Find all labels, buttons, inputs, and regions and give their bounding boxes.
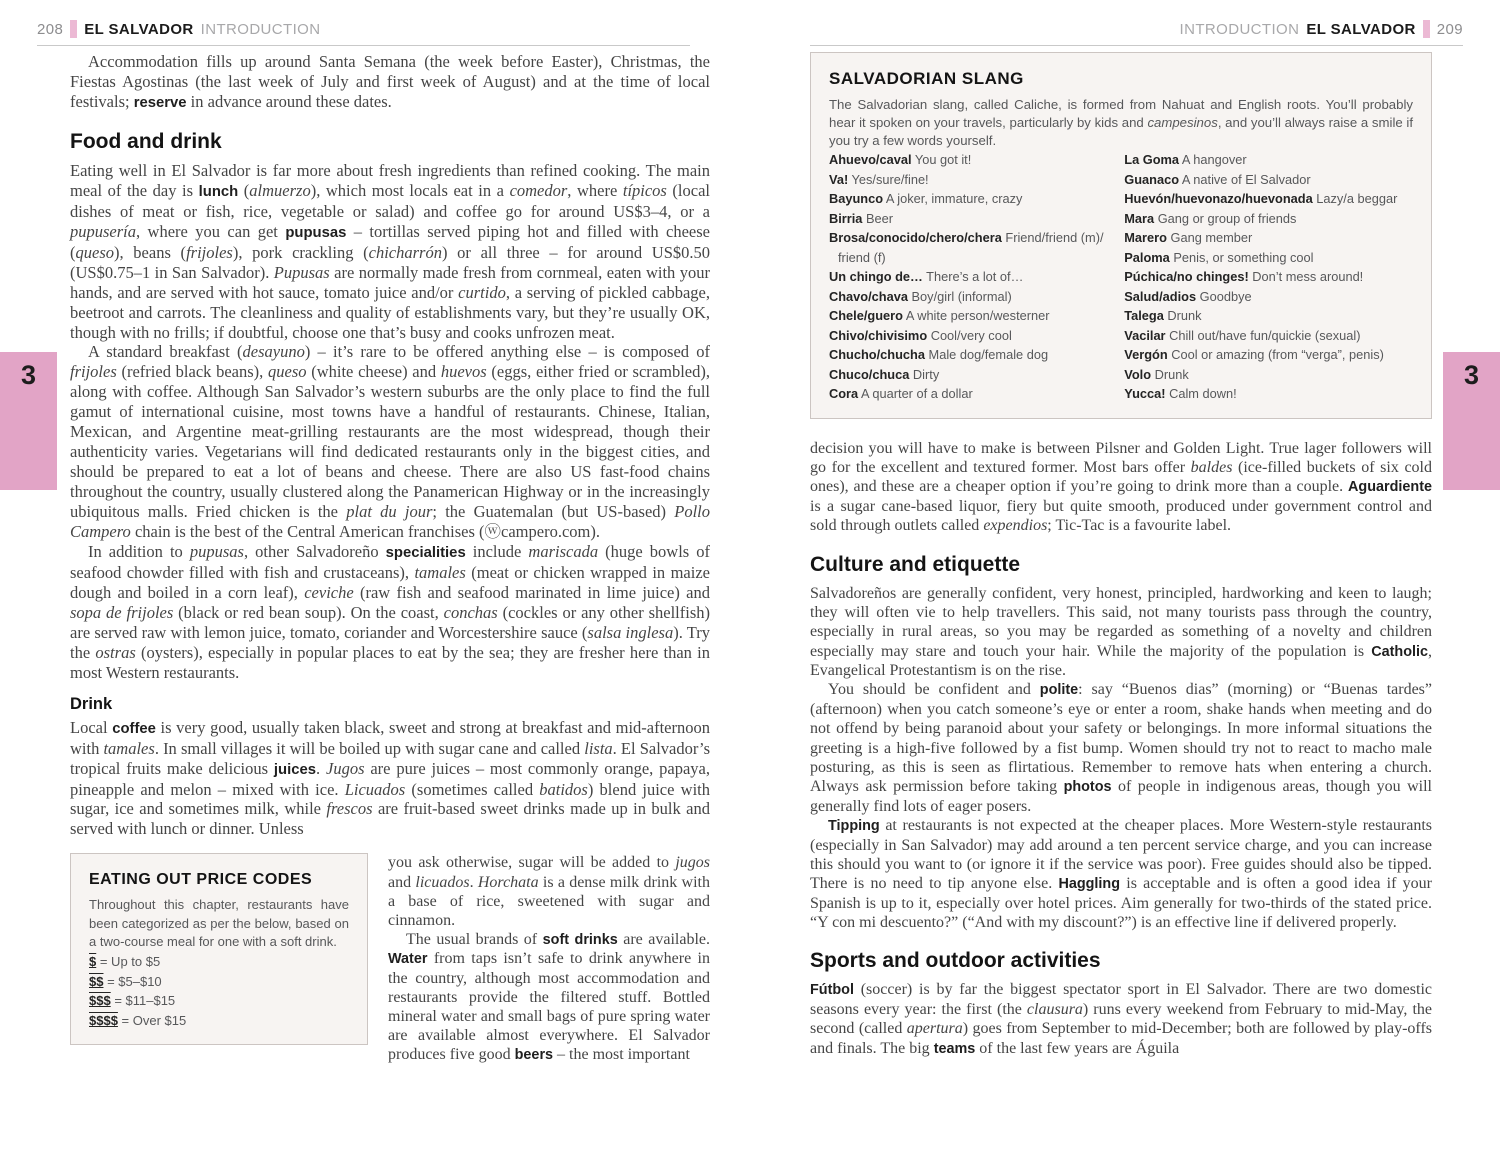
- slang-definition: Boy/girl (informal): [911, 288, 1012, 304]
- slang-entry: [829, 150, 1108, 170]
- right-header-rule: [810, 45, 1463, 46]
- price-code-range: = Up to $5: [96, 954, 161, 970]
- price-code-symbol: $$$: [89, 993, 111, 1009]
- slang-definition: You got it!: [914, 152, 972, 168]
- price-code-symbol: $$: [89, 973, 104, 989]
- left-page-column: [70, 52, 710, 1065]
- drink-wrap-column: [388, 853, 710, 1064]
- drink-paragraph-3: The usual brands of soft drinks are available. Water from taps isn’t safe to drink anywhere in the country, although most accommodation and restaurants provide the filtered stuff. Bottled mineral water and small bags of pure spring water are available almost everywhere. El Salvador produces five good beers – the most important: [388, 931, 711, 1064]
- slang-definition: A native of El Salvador: [1181, 171, 1311, 187]
- slang-definition: Don’t mess around!: [1252, 269, 1364, 285]
- slang-definition: A hangover: [1181, 152, 1247, 168]
- slang-entry: [829, 267, 1108, 287]
- slang-box: [810, 52, 1432, 419]
- slang-term: Yucca!: [1124, 386, 1166, 402]
- price-codes-intro: Throughout this chapter, restaurants have been categorized as per the below, based on a two-course meal for one with a soft drink.: [89, 896, 349, 950]
- drink-subheading: Drink: [70, 694, 113, 713]
- slang-term: Un chingo de…: [829, 269, 923, 285]
- sports-heading: Sports and outdoor activities: [810, 949, 1101, 973]
- left-header-rule: [37, 45, 690, 46]
- slang-term: Brosa/conocido/chero/chera: [829, 230, 1002, 246]
- slang-definition: Beer: [866, 210, 894, 226]
- price-code-symbol: $: [89, 954, 97, 970]
- slang-definition: Cool or amazing (from “verga”, penis): [1171, 347, 1384, 363]
- slang-term: Púchica/no chinges!: [1124, 269, 1249, 285]
- slang-definition: A quarter of a dollar: [861, 386, 973, 402]
- pink-marker-right: [1423, 20, 1430, 38]
- chapter-tab-left: [0, 352, 57, 490]
- accommodation-paragraph: Accommodation fills up around Santa Semana (the week before Easter), Christmas, the Fiestas Agostinas (the last week of July and first week of August) and at the time of local festivals; reserve in advance around these dates.: [70, 52, 710, 111]
- slang-columns: [829, 150, 1413, 404]
- slang-definition: There’s a lot of…: [926, 269, 1024, 285]
- slang-entry: [829, 170, 1108, 190]
- price-code-line: [89, 952, 349, 972]
- bottom-wrap-row: [70, 853, 710, 1064]
- sports-paragraph-1: Fútbol (soccer) is by far the biggest spectator sport in El Salvador. There are two domestic seasons every year: the first (the clausura) runs every weekend from February to mid-May, the second (called apertura) goes from September to mid-December; both are followed by play-offs and finals. The big teams of the last few years are Águila: [810, 981, 1433, 1057]
- slang-entry: [829, 306, 1108, 326]
- slang-term: Volo: [1124, 366, 1152, 382]
- slang-box-title: SALVADORIAN SLANG: [829, 69, 1024, 88]
- price-codes-list: [89, 952, 349, 1030]
- slang-definition: Gang or group of friends: [1157, 210, 1297, 226]
- slang-definition: Penis, or something cool: [1173, 249, 1314, 265]
- left-page-header: [37, 20, 320, 38]
- slang-definition: Drunk: [1154, 366, 1189, 382]
- chapter-number-left: 3: [20, 360, 37, 390]
- slang-term: Guanaco: [1124, 171, 1180, 187]
- slang-entry: [829, 189, 1108, 209]
- chapter-number-right: 3: [1463, 360, 1480, 390]
- right-header-section: INTRODUCTION: [1179, 20, 1300, 38]
- slang-entry: [829, 287, 1108, 307]
- price-code-symbol: $$$$: [89, 1012, 118, 1028]
- price-code-range: = $5–$10: [103, 973, 162, 989]
- slang-entry: [1124, 306, 1413, 326]
- slang-term: Marero: [1124, 230, 1167, 246]
- slang-term: La Goma: [1124, 152, 1180, 168]
- slang-entry: [1124, 209, 1413, 229]
- slang-column-right: [1124, 150, 1413, 404]
- chapter-tab-right: [1443, 352, 1500, 490]
- slang-entry: [829, 345, 1108, 365]
- slang-term: Mara: [1124, 210, 1155, 226]
- slang-term: Chucho/chucha: [829, 347, 925, 363]
- slang-entry: [829, 228, 1108, 267]
- slang-entry: [829, 209, 1108, 229]
- price-code-line: [89, 1011, 349, 1031]
- slang-definition: Drunk: [1167, 308, 1202, 324]
- food-and-drink-heading: Food and drink: [70, 129, 222, 153]
- price-code-line: [89, 991, 349, 1011]
- left-header-country: EL SALVADOR: [84, 20, 194, 38]
- slang-entry: [829, 365, 1108, 385]
- pink-marker-left: [70, 20, 77, 38]
- slang-entry: [1124, 170, 1413, 190]
- price-codes-title: EATING OUT PRICE CODES: [89, 871, 313, 889]
- slang-entry: [1124, 326, 1413, 346]
- slang-entry: [1124, 150, 1413, 170]
- left-page-number: 208: [37, 20, 64, 38]
- slang-term: Paloma: [1124, 249, 1170, 265]
- price-code-range: = Over $15: [117, 1012, 187, 1028]
- slang-entry: [829, 384, 1108, 404]
- slang-entry: [1124, 345, 1413, 365]
- slang-term: Salud/adios: [1124, 288, 1197, 304]
- price-code-line: [89, 972, 349, 992]
- slang-definition: A white person/westerner: [905, 308, 1050, 324]
- slang-definition: Chill out/have fun/quickie (sexual): [1169, 327, 1361, 343]
- slang-entry: [1124, 228, 1413, 248]
- slang-term: Va!: [829, 171, 849, 187]
- food-paragraph-2: A standard breakfast (desayuno) – it’s rare to be offered anything else – is composed of frijoles (refried black beans), queso (white cheese) and huevos (eggs, either fried or scrambled), along with coffee. Although San Salvador’s western suburbs are the only place to find the full gamut of international cuisine, most towns have a handful of restaurants. Chinese, Italian, Mexican, and Argentine meat-grilling restaurants are the most widespread, though their authenticity varies. Vegetarians will find dedicated restaurants only in the biggest cities, and should be prepared to eat a lot of beans and cheese. There are also US fast-food chains throughout the country, usually clustered along the Panamerican Highway or in the increasingly ubiquitous malls. Fried chicken is the plat du jour; the Guatemalan (but US-based) Pollo Campero chain is the best of the Central American franchises (ⓦcampero.com).: [70, 342, 710, 542]
- slang-definition: Gang member: [1170, 230, 1253, 246]
- slang-column-left: [829, 150, 1108, 404]
- slang-entry: [1124, 248, 1413, 268]
- slang-term: Huevón/huevonazo/huevonada: [1124, 191, 1313, 207]
- beer-paragraph: decision you will have to make is between Pilsner and Golden Light. True lager followers will go for the excellent and textured former. Most bars offer baldes (ice-filled buckets of six cold ones), and these are a cheaper option if you’re going to drink more than a couple. Aguardiente is a sugar cane-based liquor, fiery but quite smooth, produced under government control and sold through outlets called expendios; Tic-Tac is a favourite label.: [810, 439, 1432, 535]
- slang-definition: Lazy/a beggar: [1316, 191, 1398, 207]
- food-paragraph-1: Eating well in El Salvador is far more about fresh ingredients than refined cooking. The main meal of the day is lunch (almuerzo), which most locals eat in a comedor, where típicos (local dishes of meat or fish, rice, vegetable or salad) and coffee go for around US$3–4, or a pupusería, where you can get pupusas – tortillas served piping hot and filled with cheese (queso), beans (frijoles), pork crackling (chicharrón) or all three – for around US$0.50 (US$0.75–1 in San Salvador). Pupusas are normally made fresh from cornmeal, eaten with your hands, and are served with hot sauce, tomato juice and/or curtido, a serving of pickled cabbage, beetroot and carrots. The cleanliness and quality of establishments vary, but they’re usually OK, though with no frills; if doubtful, choose one that’s busy and cooks unfrozen meat.: [70, 160, 711, 342]
- slang-definition: Male dog/female dog: [928, 347, 1049, 363]
- slang-term: Vacilar: [1124, 327, 1166, 343]
- left-header-section: INTRODUCTION: [200, 20, 321, 38]
- slang-term: Birria: [829, 210, 863, 226]
- slang-entry: [1124, 287, 1413, 307]
- slang-entry: [1124, 189, 1413, 209]
- food-paragraph-3: In addition to pupusas, other Salvadoreño specialities include mariscada (huge bowls of seafood chowder filled with fish and crustaceans), tamales (meat or chicken wrapped in maize dough and boiled in a corn leaf), ceviche (raw fish and seafood marinated in lime juice) and sopa de frijoles (black or red bean soup). On the coast, conchas (cockles or any other shellfish) are served raw with lemon juice, tomato, coriander and Worcestershire sauce (salsa inglesa). Try the ostras (oysters), especially in popular places to eat by the sea; they are fresher here than in most Western restaurants.: [70, 542, 711, 682]
- slang-term: Ahuevo/caval: [829, 152, 912, 168]
- right-page-number: 209: [1436, 20, 1463, 38]
- culture-paragraph-2: You should be confident and polite: say “Buenos dias” (morning) or “Buenas tardes” (afternoon) when you catch someone’s eye or enter a room, shake hands when meeting and do not offend by being paranoid about your safety or belongings. In more informal situations the greeting is a high-five followed by a fist bump. Women should try not to react to macho male posturing, as this is seen as flirtatious. Remember to remove hats when entering a church. Always ask permission before taking photos of people in indigenous areas, though you will generally find lots of eager posers.: [810, 681, 1433, 815]
- slang-entry: [1124, 384, 1413, 404]
- drink-paragraph-2: you ask otherwise, sugar will be added to jugos and licuados. Horchata is a dense milk drink with a base of rice, sweetened with sugar and cinnamon.: [388, 854, 710, 929]
- right-page-header: [1180, 20, 1463, 38]
- slang-entry: [1124, 267, 1413, 287]
- slang-term: Bayunco: [829, 191, 884, 207]
- slang-definition: Dirty: [912, 366, 940, 382]
- slang-definition: A joker, immature, crazy: [885, 191, 1023, 207]
- culture-paragraph-1: Salvadoreños are generally confident, very honest, principled, hardworking and keen to laugh; they will often vie to help travellers. This said, not many tourists pass through the country, especially in rural areas, so you may be regarded as something of a novelty and children especially may stare and touch your hair. While the majority of the population is Catholic, Evangelical Protestantism is on the rise.: [810, 584, 1432, 680]
- slang-definition: Yes/sure/fine!: [851, 171, 929, 187]
- slang-box-intro: The Salvadorian slang, called Caliche, is formed from Nahuat and English roots. You’ll probably hear it spoken on your travels, particularly by kids and campesinos, and you’ll always raise a smile if you try a few words yourself.: [829, 96, 1413, 148]
- slang-definition: Calm down!: [1169, 386, 1237, 402]
- slang-term: Chele/guero: [829, 308, 903, 324]
- slang-term: Cora: [829, 386, 859, 402]
- slang-term: Chavo/chava: [829, 288, 908, 304]
- slang-definition: Goodbye: [1199, 288, 1252, 304]
- slang-term: Chuco/chuca: [829, 366, 910, 382]
- price-code-range: = $11–$15: [110, 993, 176, 1009]
- culture-paragraph-3: Tipping at restaurants is not expected at the cheaper places. More Western-style restaurants (especially in San Salvador) may add around a ten percent service charge, and you can increase this should you want to (or ignore it if the service was poor). Free guides should also be tipped. There is no need to tip anyone else. Haggling is acceptable and is often a good idea if your Spanish is up to it, especially over hotel prices. Aim generally for two-thirds of the stated price. “Y con mi descuento?” (“And with my discount?”) is an effective line if delivered properly.: [810, 817, 1433, 932]
- slang-definition: Cool/very cool: [930, 327, 1012, 343]
- slang-term: Talega: [1124, 308, 1164, 324]
- slang-entry: [1124, 365, 1413, 385]
- slang-term: Chivo/chivisimo: [829, 327, 928, 343]
- slang-term: Vergón: [1124, 347, 1168, 363]
- slang-entry: [829, 326, 1108, 346]
- price-codes-box: [70, 853, 368, 1045]
- drink-paragraph-1: Local coffee is very good, usually taken black, sweet and strong at breakfast and mid-afternoon with tamales. In small villages it will be boiled up with sugar cane and called lista. El Salvador’s tropical fruits make delicious juices. Jugos are pure juices – most commonly orange, papaya, pineapple and melon – mixed with ice. Licuados (sometimes called batidos) blend juice with sugar, ice and sometimes milk, while frescos are fruit-based sweet drinks made up in bulk and served with lunch or dinner. Unless: [70, 717, 711, 839]
- right-header-country: EL SALVADOR: [1306, 20, 1416, 38]
- culture-heading: Culture and etiquette: [810, 552, 1021, 576]
- slang-definition: Friend/friend (m)/ friend (f): [838, 230, 1104, 265]
- right-page-column: [810, 52, 1432, 1058]
